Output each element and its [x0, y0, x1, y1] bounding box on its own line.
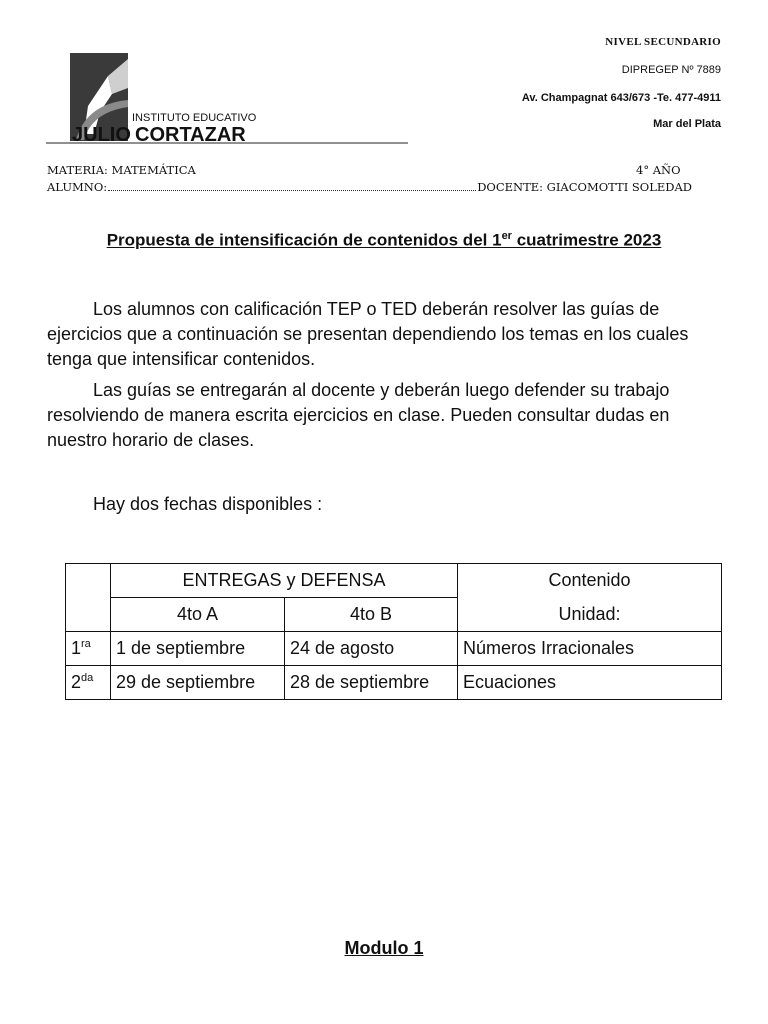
dates-table	[65, 563, 722, 700]
row-number	[66, 632, 111, 666]
table-row	[66, 632, 722, 666]
dates-intro: Hay dos fechas disponibles :	[93, 494, 323, 514]
date-4to-b: 24 de agosto	[285, 632, 458, 666]
header-unidad: Unidad:	[458, 598, 722, 632]
paragraph-2-text: Las guías se entregarán al docente y deberán luego defender su trabajo resolviendo de manera escrita ejercicios en clase. Pueden consultar dudas en nuestro horario de clases.	[47, 380, 670, 450]
header-entregas: ENTREGAS y DEFENSA	[111, 564, 458, 598]
student-line	[47, 180, 692, 194]
dipregep-label: DIPREGEP Nº 7889	[621, 64, 721, 76]
student-name-blank	[108, 189, 476, 191]
student-label: ALUMNO:	[47, 180, 108, 194]
title-text: Propuesta de intensificación de contenidos del 1	[106, 230, 502, 250]
row-number-value: 2	[71, 672, 82, 692]
logo-text-julio: JULIO	[72, 124, 131, 146]
header-4to-b: 4to B	[285, 598, 458, 632]
content-topic: Números Irracionales	[458, 632, 722, 666]
date-4to-b: 28 de septiembre	[285, 666, 458, 700]
school-address: Av. Champagnat 643/673 -Te. 477-4911	[521, 92, 721, 104]
page-title	[0, 230, 768, 251]
date-4to-a: 29 de septiembre	[111, 666, 285, 700]
materia-label: MATERIA: MATEMÁTICA	[47, 163, 196, 177]
nivel-label: NIVEL SECUNDARIO	[605, 36, 721, 48]
row-number-value: 1	[71, 638, 82, 658]
school-city: Mar del Plata	[653, 118, 721, 130]
date-4to-a: 1 de septiembre	[111, 632, 285, 666]
row-number-sup: ra	[81, 638, 91, 650]
table-row	[66, 666, 722, 700]
table-subheader-row	[66, 598, 722, 632]
school-logo	[46, 50, 408, 146]
paragraph-1	[47, 297, 727, 372]
row-number-sup: da	[81, 672, 94, 684]
title-text-end: cuatrimestre 2023	[511, 230, 662, 250]
module-heading: Modulo 1	[344, 938, 424, 958]
table-header-row	[66, 564, 722, 598]
header-contenido: Contenido	[458, 564, 722, 598]
logo-text-instituto: INSTITUTO EDUCATIVO	[132, 112, 257, 124]
row-number	[66, 666, 111, 700]
paragraph-1-text: Los alumnos con calificación TEP o TED deberán resolver las guías de ejercicios que a continuación se presentan dependiendo los temas en los cuales tenga que intensificar contenidos.	[47, 299, 689, 369]
header-4to-a: 4to A	[111, 598, 285, 632]
teacher-label: DOCENTE: GIACOMOTTI SOLEDAD	[477, 180, 692, 194]
table-corner-cell	[66, 564, 111, 632]
title-superscript: er	[501, 230, 512, 242]
logo-text-cortazar: CORTAZAR	[135, 124, 246, 146]
content-topic: Ecuaciones	[458, 666, 722, 700]
paragraph-2	[47, 378, 727, 453]
year-label: 4° AÑO	[636, 163, 681, 177]
